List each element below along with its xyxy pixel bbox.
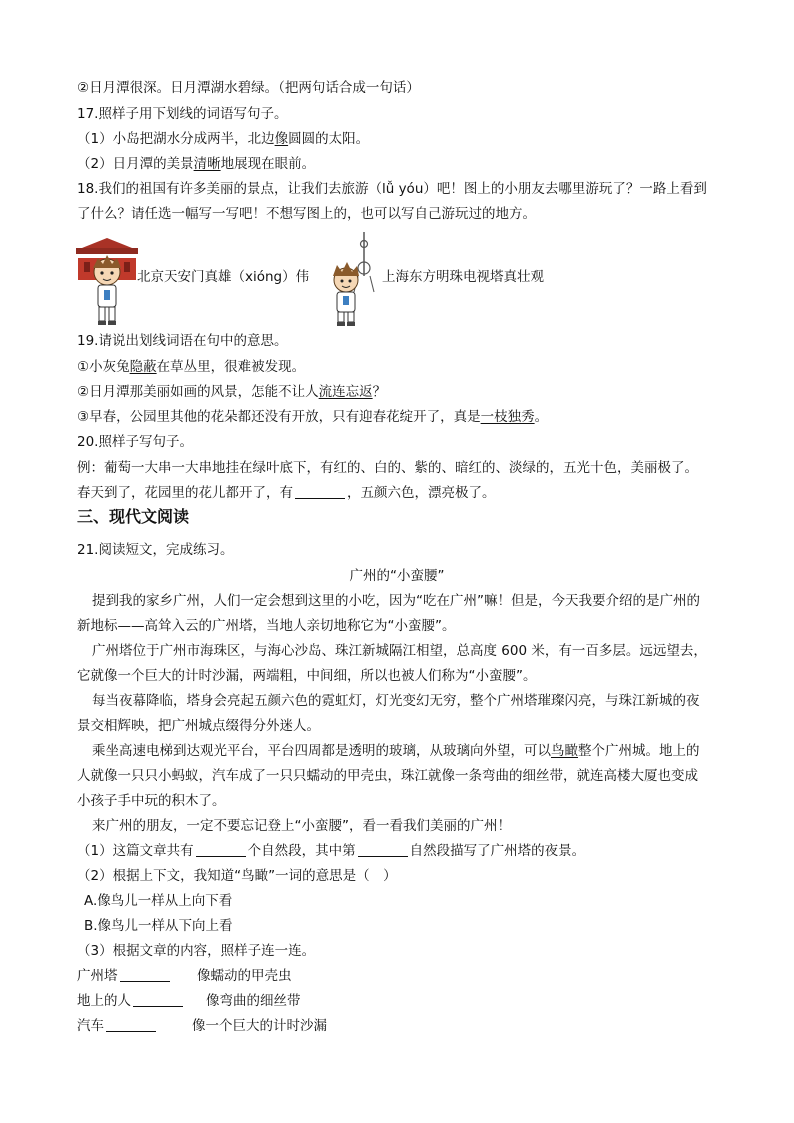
caption-tiananmen: 北京天安门真雄（xióng）伟 (137, 269, 310, 285)
q21-sub3: （3）根据文章的内容，照样子连一连。 (77, 943, 316, 959)
passage-p1-line2: 新地标——高耸入云的广州塔，当地人亲切地称它为“小蛮腰”。 (77, 618, 456, 634)
passage-p2-line1: 广州塔位于广州市海珠区，与海心沙岛、珠江新城隔江相望，总高度 600 米，有一百多层。远远望去， (92, 643, 707, 659)
section-heading: 三、现代文阅读 (77, 507, 190, 526)
q17-stem: 17.照样子用下划线的词语写句子。 (77, 106, 288, 122)
q17-sentence-1: （1）小岛把湖水分成两半，北边像圆圆的太阳。 (77, 131, 370, 147)
answer-blank[interactable] (358, 842, 408, 857)
answer-blank[interactable] (133, 992, 183, 1007)
underlined-word: 一枝独秀 (480, 409, 535, 425)
q18-line-2: 了什么？请任选一幅写一写吧！不想写图上的，也可以写自己游玩过的地方。 (77, 206, 536, 222)
passage-p3-line1: 每当夜幕降临，塔身会亮起五颜六色的霓虹灯，灯光变幻无穷，整个广州塔璀璨闪亮，与珠江新城的夜 (92, 693, 700, 709)
oriental-pearl-kid-illustration (326, 232, 382, 326)
underlined-word: 清晰 (193, 156, 221, 172)
passage-p1-line1: 提到我的家乡广州，人们一定会想到这里的小吃，因为“吃在广州”嘛！但是，今天我要介绍的是广州的 (92, 593, 700, 609)
match-left-1: 广州塔 (77, 966, 172, 986)
q19-stem: 19.请说出划线词语在句中的意思。 (77, 333, 288, 349)
q19-item-1: ①小灰兔隐蔽在草丛里，很难被发现。 (77, 359, 306, 375)
passage-p3-line2: 景交相辉映，把广州城点缀得分外迷人。 (77, 718, 320, 734)
q21-stem: 21.阅读短文，完成练习。 (77, 542, 234, 558)
match-left-3: 汽车 (77, 1016, 158, 1036)
passage-title: 广州的“小蛮腰” (349, 568, 445, 584)
passage-p4-line3: 小孩子手中玩的积木了。 (77, 793, 226, 809)
option-a[interactable]: A.像鸟儿一样从上向下看 (84, 893, 233, 909)
match-right-3: 像一个巨大的计时沙漏 (192, 1018, 327, 1034)
passage-p2-line2: 它就像一个巨大的计时沙漏，两端粗，中间细，所以也被人们称为“小蛮腰”。 (77, 668, 537, 684)
q16-part2: ②日月潭很深。日月潭湖水碧绿。（把两句话合成一句话） (77, 80, 420, 96)
answer-blank[interactable] (196, 842, 246, 857)
match-right-2: 像弯曲的细丝带 (206, 993, 301, 1009)
answer-blank[interactable] (295, 484, 345, 499)
answer-blank[interactable] (120, 967, 170, 982)
answer-blank[interactable] (106, 1017, 156, 1032)
underlined-word: 像 (274, 131, 289, 147)
match-left-2: 地上的人 (77, 991, 185, 1011)
underlined-word: 流连忘返 (318, 384, 373, 400)
q20-stem: 20.照样子写句子。 (77, 434, 193, 450)
match-right-1: 像蠕动的甲壳虫 (197, 968, 292, 984)
q21-sub1: （1）这篇文章共有 个自然段，其中第 自然段描写了广州塔的夜景。 (77, 843, 586, 859)
q21-sub2: （2）根据上下文，我知道“鸟瞰”一词的意思是（ ） (77, 868, 397, 884)
passage-p4-line2: 人就像一只只小蚂蚁，汽车成了一只只蠕动的甲壳虫，珠江就像一条弯曲的细丝带，就连高楼大厦也变成 (77, 768, 698, 784)
underlined-word: 鸟瞰 (551, 743, 578, 759)
q20-example: 例：葡萄一大串一大串地挂在绿叶底下，有红的、白的、紫的、暗红的、淡绿的，五光十色，美丽极了。 (77, 460, 698, 476)
underlined-word: 隐蔽 (129, 359, 157, 375)
caption-oriental-pearl: 上海东方明珠电视塔真壮观 (382, 269, 544, 285)
q18-line-1: 18.我们的祖国有许多美丽的景点，让我们去旅游（lǚ yóu）吧！图上的小朋友去哪里游玩了？一路上看到 (77, 181, 707, 197)
q17-sentence-2: （2）日月潭的美景清晰地展现在眼前。 (77, 156, 316, 172)
q19-item-3: ③早春，公园里其他的花朵都还没有开放，只有迎春花绽开了，真是一枝独秀。 (77, 409, 549, 425)
q19-item-2: ②日月潭那美丽如画的风景，怎能不让人流连忘返？ (77, 384, 387, 400)
passage-p5: 来广州的朋友，一定不要忘记登上“小蛮腰”，看一看我们美丽的广州！ (92, 818, 511, 834)
tiananmen-kid-illustration (76, 238, 138, 326)
passage-p4-line1: 乘坐高速电梯到达观光平台，平台四周都是透明的玻璃，从玻璃向外望，可以鸟瞰整个广州城。地上的 (92, 743, 700, 759)
q20-task: 春天到了，花园里的花儿都开了，有 ，五颜六色，漂亮极了。 (77, 485, 496, 501)
option-b[interactable]: B.像鸟儿一样从下向上看 (84, 918, 233, 934)
